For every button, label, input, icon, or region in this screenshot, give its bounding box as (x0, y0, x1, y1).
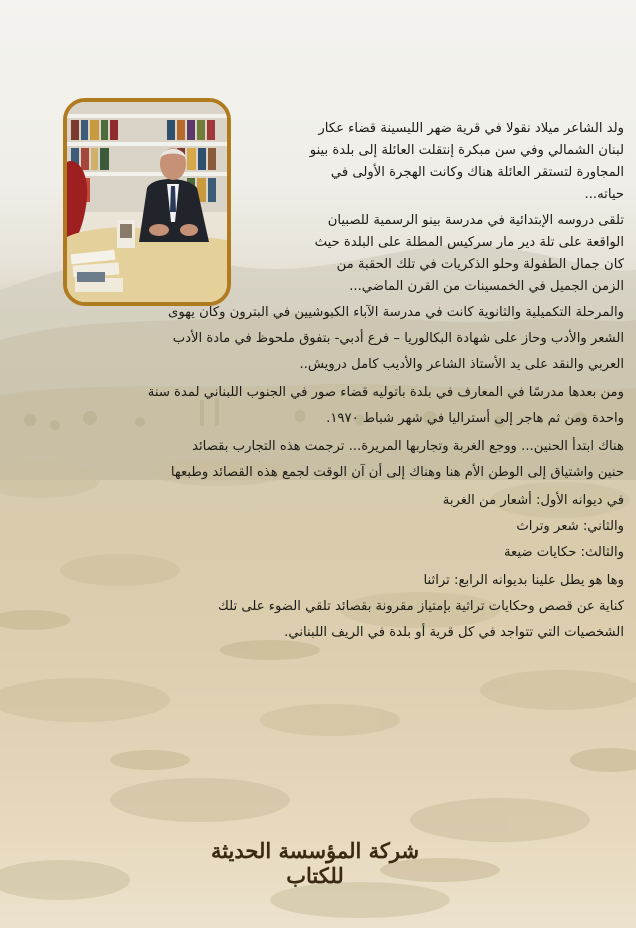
biography-line: والثاني: شعر وتراث (516, 519, 624, 534)
biography-line: هناك ابتدأ الحنين... ووجع الغربة وتجاربها المريرة... ترجمت هذه التجارب بقصائد (192, 439, 624, 454)
biography-line: الشخصيات التي تتواجد في كل قرية أو بلدة في الريف اللبناني. (284, 625, 624, 640)
biography-line: ومن بعدها مدرسًا في المعارف في بلدة باتوليه قضاء صور في الجنوب اللبناني لمدة سنة (147, 385, 624, 400)
biography-line: واحدة ومن ثم هاجر إلى أستراليا في شهر شباط ١٩٧٠. (326, 411, 624, 426)
biography-line: حياته... (584, 187, 624, 202)
biography-line: ولد الشاعر ميلاد نقولا في قرية ضهر الليسينة قضاء عكار (318, 121, 624, 136)
publisher-name: شركة المؤسسة الحديثة للكتاب (210, 838, 420, 888)
biography-line: والثالث: حكايات ضيعة (503, 545, 624, 560)
biography-line: في ديوانه الأول: أشعار من الغربة (442, 493, 624, 508)
biography-line: تلقى دروسه الإبتدائية في مدرسة بينو الرسمية للصبيان (327, 213, 624, 228)
biography-line: كان جمال الطفولة وحلو الذكريات في تلك الحقبة من (336, 257, 624, 272)
biography-line: والمرحلة التكميلية والثانوية كانت في مدرسة الآباء الكبوشيين في البترون وكان يهوى (168, 305, 624, 320)
biography-line: الواقعة على تلة دير مار سركيس المطلة على البلدة حيث (314, 235, 624, 250)
biography-line: الزمن الجميل في الخمسينات من القرن الماضي... (349, 279, 624, 294)
author-biography (58, 118, 624, 708)
biography-line: كناية عن قصص وحكايات تراثية بإمتياز مقرونة بقصائد تلقي الضوء على تلك (218, 599, 624, 614)
biography-line: العربي والنقد على يد الأستاذ الشاعر والأديب كامل درويش.. (299, 357, 624, 372)
biography-line: لبنان الشمالي وفي سن مبكرة إنتقلت العائلة إلى بلدة بينو (309, 143, 624, 158)
biography-line: المجاورة لتستقر العائلة هناك وكانت الهجرة الأولى في (330, 165, 624, 180)
biography-line: الشعر والأدب وحاز على شهادة البكالوريا – فرع أدبي- بتفوق ملحوظ في مادة الأدب (172, 331, 624, 346)
biography-line: وها هو يطل علينا بديوانه الرابع: تراثنا (423, 573, 624, 588)
biography-line: حنين واشتياق إلى الوطن الأم هنا وهناك إلى أن آن الوقت لجمع هذه القصائد وطبعها (170, 465, 624, 480)
